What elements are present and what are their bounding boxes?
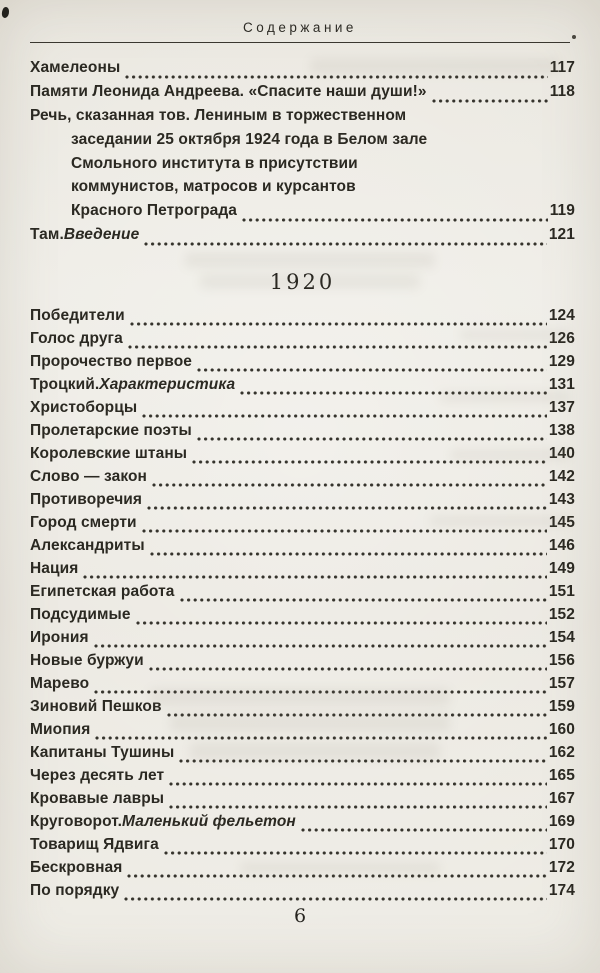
- toc-entry-page: 146: [548, 537, 575, 555]
- toc-entry: [30, 59, 575, 83]
- toc-entry: [30, 202, 575, 226]
- toc-entry: [30, 83, 575, 107]
- dot-leader: [142, 413, 547, 419]
- toc-entry-title: Королевские штаны: [30, 445, 188, 463]
- dot-leader: [144, 241, 547, 247]
- toc-entry-page: 121: [548, 226, 575, 244]
- toc-entry-title: Зиновий Пешков: [30, 698, 162, 716]
- dot-leader: [242, 217, 548, 223]
- toc-entry: [30, 629, 575, 652]
- toc-entry-page: 151: [548, 583, 575, 601]
- dot-leader: [94, 689, 547, 695]
- dot-leader: [164, 850, 547, 856]
- toc-entry-title: Александриты: [30, 537, 145, 555]
- dot-leader: [179, 758, 547, 764]
- dot-leader: [124, 896, 547, 902]
- toc-entry: [30, 813, 575, 836]
- toc-entry-title: Через десять лет: [30, 767, 165, 785]
- toc-entry-title: Противоречия: [30, 491, 143, 509]
- dot-leader: [240, 390, 547, 396]
- toc-entry-title: Речь, сказанная тов. Лениным в торжественном: [30, 106, 407, 124]
- toc-entry-title: Круговорот.: [30, 813, 123, 831]
- dot-leader: [94, 643, 547, 649]
- toc-entry-page: 138: [548, 422, 575, 440]
- toc-entry-page: 131: [548, 376, 575, 394]
- toc-entry-title: Бескровная: [30, 859, 123, 877]
- toc-entry: [30, 560, 575, 583]
- running-head-title: Содержание: [243, 20, 357, 35]
- toc-entry-title: Кровавые лавры: [30, 790, 165, 808]
- toc-entry-page: 118: [549, 82, 575, 100]
- toc-entry-title: Капитаны Тушины: [30, 744, 175, 762]
- toc-entry: [30, 790, 575, 813]
- scan-speck: [572, 35, 576, 39]
- toc-entry-page: 145: [548, 514, 575, 532]
- toc-entry-title: Памяти Леонида Андреева. «Спасите наши души!»: [30, 82, 427, 100]
- dot-leader: [128, 344, 547, 350]
- toc-entry-page: 140: [548, 445, 575, 463]
- dot-leader: [432, 98, 548, 104]
- toc-entry-title: Победители: [30, 307, 125, 325]
- dot-leader: [142, 528, 547, 534]
- toc-entry: [30, 330, 575, 353]
- toc-entry-title: Христоборцы: [30, 399, 138, 417]
- dot-leader: [197, 367, 547, 373]
- toc-entry-page: 156: [548, 652, 575, 670]
- toc-entry: [30, 583, 575, 606]
- dot-leader: [95, 735, 546, 741]
- page-header: [0, 0, 600, 43]
- toc-entry-page: 160: [548, 721, 575, 739]
- toc-entry: [30, 226, 575, 250]
- toc-entry-page: 174: [548, 882, 575, 900]
- page-number: 6: [293, 905, 307, 927]
- toc-entry: [30, 353, 575, 376]
- toc-entry-title: Слово — закон: [30, 468, 148, 486]
- dot-leader: [147, 505, 547, 511]
- toc-entry-subtitle: Введение: [63, 226, 140, 244]
- toc-entry-page: 117: [549, 59, 575, 76]
- toc-entry: [30, 468, 575, 491]
- toc-entry-title: Марево: [30, 675, 90, 693]
- dot-leader: [83, 574, 546, 580]
- toc-entry-title: Троцкий.: [30, 376, 100, 394]
- dot-leader: [130, 321, 547, 327]
- toc-entry: [30, 882, 575, 905]
- dot-leader: [169, 804, 547, 810]
- toc-entry-page: 157: [548, 675, 575, 693]
- toc-section: [30, 59, 575, 250]
- toc-entry-page: 129: [548, 353, 575, 371]
- toc-entry: [30, 307, 575, 330]
- toc-entry: [30, 652, 575, 675]
- toc-entry-title: Нация: [30, 560, 79, 578]
- toc-entry-page: 172: [548, 859, 575, 877]
- toc-entry: [30, 767, 575, 790]
- toc-entry: [30, 721, 575, 744]
- toc-entry: [30, 178, 575, 202]
- toc-entry: [30, 107, 575, 131]
- toc-entry-title: Ирония: [30, 629, 89, 647]
- toc-entry-title: Там.: [30, 226, 64, 244]
- toc-entry-page: 119: [549, 202, 575, 220]
- toc-entry-page: 154: [548, 629, 575, 647]
- toc-entry-page: 124: [548, 307, 575, 325]
- toc-entry: [30, 399, 575, 422]
- toc-entry-page: 143: [548, 491, 575, 509]
- toc-entry: [30, 606, 575, 629]
- toc-entry-page: 149: [548, 560, 575, 578]
- toc-entry: [30, 698, 575, 721]
- toc-entry-title: Смольного института в присутствии: [71, 154, 358, 172]
- dot-leader: [301, 827, 547, 833]
- toc-entry-page: 167: [548, 790, 575, 808]
- dot-leader: [127, 873, 546, 879]
- toc-entry-subtitle: Маленький фельетон: [122, 813, 296, 831]
- dot-leader: [169, 781, 547, 787]
- toc-entry-title: Город смерти: [30, 514, 137, 532]
- toc-entry: [30, 422, 575, 445]
- toc-entry-page: 137: [548, 399, 575, 417]
- toc-entry: [30, 376, 575, 399]
- dot-leader: [136, 620, 547, 626]
- toc-entry-title: заседании 25 октября 1924 года в Белом зале: [71, 130, 428, 148]
- toc-entry-page: 126: [548, 330, 575, 348]
- dot-leader: [152, 482, 547, 488]
- toc-entry-page: 169: [548, 813, 575, 831]
- toc-entry-title: Голос друга: [30, 330, 123, 348]
- toc-entry-page: 162: [548, 744, 575, 762]
- table-of-contents: [0, 43, 600, 905]
- dot-leader: [150, 551, 547, 557]
- toc-entry-title: По порядку: [30, 882, 120, 900]
- toc-entry-page: 170: [548, 836, 575, 854]
- toc-section: [30, 307, 575, 905]
- toc-entry-title: Миопия: [30, 721, 91, 739]
- toc-entry-title: Пролетарские поэты: [30, 422, 192, 440]
- toc-entry: [30, 514, 575, 537]
- toc-entry-title: Хамелеоны: [30, 59, 121, 76]
- dot-leader: [167, 712, 547, 718]
- dot-leader: [180, 597, 547, 603]
- toc-entry-page: 152: [548, 606, 575, 624]
- toc-entry: [30, 155, 575, 179]
- dot-leader: [149, 666, 547, 672]
- toc-entry-page: 165: [548, 767, 575, 785]
- toc-entry-page: 159: [548, 698, 575, 716]
- toc-entry: [30, 744, 575, 767]
- toc-entry-title: Подсудимые: [30, 606, 131, 624]
- dot-leader: [192, 459, 547, 465]
- toc-entry-title: Товарищ Ядвига: [30, 836, 159, 854]
- toc-entry: [30, 445, 575, 468]
- toc-entry-page: 142: [548, 468, 575, 486]
- toc-entry-title: Новые буржуи: [30, 652, 144, 670]
- dot-leader: [125, 74, 547, 80]
- toc-entry: [30, 836, 575, 859]
- toc-entry-title: Красного Петрограда: [71, 202, 238, 220]
- toc-entry: [30, 859, 575, 882]
- section-heading: 1920: [269, 270, 336, 295]
- toc-entry-title: Египетская работа: [30, 583, 175, 601]
- toc-entry: [30, 491, 575, 514]
- toc-entry-subtitle: Характеристика: [99, 376, 236, 394]
- toc-entry: [30, 675, 575, 698]
- toc-entry-title: Пророчество первое: [30, 353, 193, 371]
- dot-leader: [197, 436, 547, 442]
- toc-entry: [30, 131, 575, 155]
- toc-entry: [30, 537, 575, 560]
- toc-entry-title: коммунистов, матросов и курсантов: [71, 178, 356, 196]
